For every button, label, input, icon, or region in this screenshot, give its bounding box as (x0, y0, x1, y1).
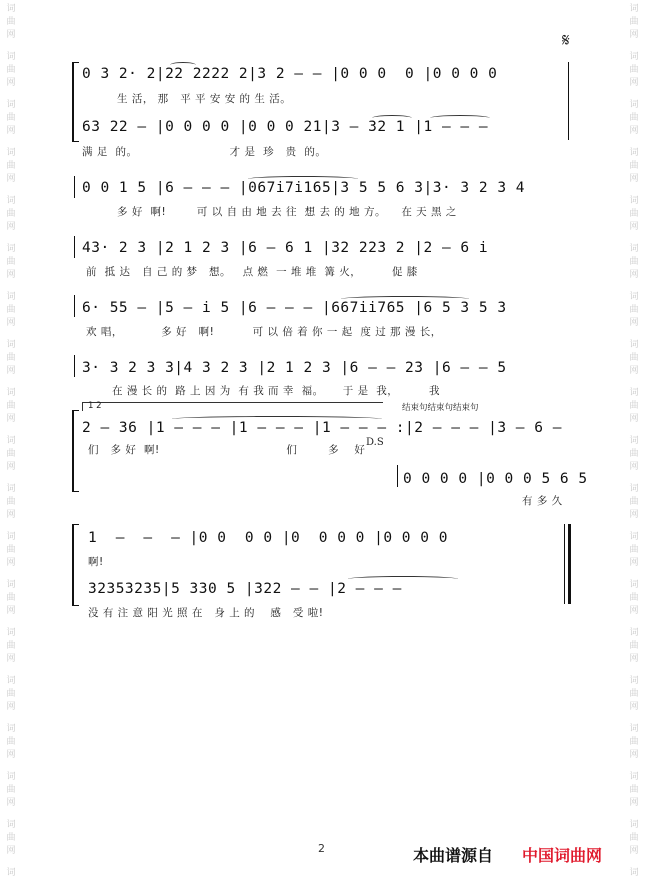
lyric-line: 有 多 久 (522, 495, 563, 507)
watermark-glyph: 曲 (6, 17, 16, 27)
notes-line: 32353235|5 330 5 |322 — — |2 — — — (88, 581, 402, 597)
watermark-glyph: 词 (6, 100, 16, 110)
watermark-glyph: 曲 (629, 161, 639, 171)
watermark-glyph: 网 (6, 222, 16, 232)
watermark-glyph: 曲 (629, 593, 639, 603)
segno-sign: 𝄋 (562, 30, 570, 51)
watermark-glyph: 网 (6, 462, 16, 472)
notes-line: 0 3 2· 2|22 2222 2|3 2 — — |0 0 0 0 |0 0 0 0 (82, 66, 498, 82)
watermark-glyph: 曲 (629, 65, 639, 75)
watermark-glyph: 网 (6, 510, 16, 520)
watermark-glyph: 曲 (629, 353, 639, 363)
watermark-glyph: 网 (6, 750, 16, 760)
watermark-glyph: 曲 (629, 497, 639, 507)
watermark-glyph: 词 (6, 292, 16, 302)
notes-line: 6· 55 — |5 — i 5 |6 — — — |667ii765 |6 5 3 5 3 (82, 300, 507, 316)
ending-label: 结束句结束句结束句 (402, 403, 479, 413)
watermark-glyph: 曲 (629, 641, 639, 651)
system-start-line (74, 176, 75, 198)
watermark-glyph: 网 (629, 510, 639, 520)
system-bracket (72, 524, 79, 606)
system-bracket (72, 410, 79, 492)
watermark-glyph: 词 (629, 532, 639, 542)
watermark-glyph: 网 (629, 654, 639, 664)
watermark-glyph: 网 (6, 30, 16, 40)
watermark-glyph: 曲 (6, 401, 16, 411)
watermark-glyph: 曲 (629, 545, 639, 555)
notes-line: 0 0 0 0 |0 0 0 5 6 5 (403, 471, 588, 487)
volta-label: 1 2 (88, 401, 102, 411)
watermark-glyph: 网 (629, 798, 639, 808)
source-label: 本曲谱源自 (413, 846, 494, 865)
watermark-glyph: 曲 (6, 497, 16, 507)
barline (568, 62, 569, 140)
final-barline (568, 524, 571, 604)
watermark-glyph: 网 (629, 558, 639, 568)
watermark-glyph: 网 (6, 414, 16, 424)
watermark-glyph: 词 (629, 724, 639, 734)
watermark-glyph: 词 (6, 772, 16, 782)
watermark-glyph: 词 (6, 52, 16, 62)
watermark-glyph: 网 (6, 798, 16, 808)
watermark-glyph: 曲 (6, 65, 16, 75)
lyric-line: 满 足 的。 才 是 珍 贵 的。 (82, 146, 327, 158)
watermark-glyph: 词 (6, 388, 16, 398)
notes-line: 3· 3 2 3 3|4 3 2 3 |2 1 2 3 |6 — — 23 |6 — — 5 (82, 360, 507, 376)
watermark-glyph: 网 (6, 846, 16, 856)
watermark-right (626, 0, 642, 891)
lyric-line: 们 多 好 啊! 们 多 好 (88, 444, 366, 456)
watermark-glyph: 词 (629, 100, 639, 110)
slur (172, 416, 382, 422)
watermark-glyph: 曲 (6, 449, 16, 459)
watermark-glyph: 曲 (629, 833, 639, 843)
watermark-glyph: 网 (629, 750, 639, 760)
watermark-glyph: 网 (629, 78, 639, 88)
watermark-glyph: 曲 (6, 161, 16, 171)
watermark-glyph: 网 (6, 318, 16, 328)
watermark-glyph: 曲 (629, 689, 639, 699)
watermark-glyph: 曲 (629, 305, 639, 315)
watermark-glyph: 网 (6, 606, 16, 616)
watermark-glyph: 曲 (6, 305, 16, 315)
watermark-glyph: 词 (6, 340, 16, 350)
watermark-glyph: 词 (6, 196, 16, 206)
lyric-line: 没 有 注 意 阳 光 照 在 身 上 的 感 受 啦! (88, 607, 324, 619)
page-number: 2 (318, 842, 325, 855)
watermark-glyph: 曲 (6, 689, 16, 699)
watermark-glyph: 词 (629, 52, 639, 62)
watermark-glyph: 曲 (6, 833, 16, 843)
watermark-glyph: 词 (6, 820, 16, 830)
system-start-line (74, 236, 75, 258)
watermark-glyph: 词 (629, 580, 639, 590)
watermark-glyph: 词 (629, 484, 639, 494)
watermark-glyph: 词 (629, 868, 639, 878)
watermark-glyph: 网 (629, 126, 639, 136)
watermark-glyph: 网 (629, 846, 639, 856)
watermark-glyph: 词 (629, 148, 639, 158)
watermark-glyph: 词 (6, 676, 16, 686)
watermark-glyph: 曲 (629, 737, 639, 747)
watermark-glyph: 网 (629, 462, 639, 472)
lyric-line: 在 漫 长 的 路 上 因 为 有 我 而 幸 福。 于 是 我， 我 (112, 385, 440, 397)
watermark-glyph: 词 (6, 868, 16, 878)
watermark-glyph: 网 (629, 366, 639, 376)
lyric-line: 生 活， 那 平 平 安 安 的 生 活。 (117, 93, 292, 105)
watermark-glyph: 词 (629, 436, 639, 446)
watermark-glyph: 曲 (6, 257, 16, 267)
watermark-glyph: 词 (629, 4, 639, 14)
watermark-glyph: 网 (629, 30, 639, 40)
watermark-glyph: 网 (629, 222, 639, 232)
watermark-left (3, 0, 19, 891)
slur (430, 115, 490, 121)
notes-line: 1 — — — |0 0 0 0 |0 0 0 0 |0 0 0 0 (88, 530, 448, 546)
watermark-glyph: 词 (629, 244, 639, 254)
watermark-glyph: 网 (629, 606, 639, 616)
watermark-glyph: 网 (6, 558, 16, 568)
watermark-glyph: 曲 (6, 545, 16, 555)
notes-line: 63 22 — |0 0 0 0 |0 0 0 21|3 — 32 1 |1 — — — (82, 119, 489, 135)
lyric-line: 前 抵 达 自 己 的 梦 想。 点 燃 一 堆 堆 篝 火， 促 膝 (86, 266, 418, 278)
barline (564, 524, 565, 604)
watermark-glyph: 词 (6, 436, 16, 446)
watermark-glyph: 词 (629, 676, 639, 686)
watermark-glyph: 网 (629, 174, 639, 184)
watermark-glyph: 网 (6, 654, 16, 664)
watermark-glyph: 词 (629, 388, 639, 398)
watermark-glyph: 曲 (6, 737, 16, 747)
watermark-glyph: 词 (629, 196, 639, 206)
system-start-line (74, 355, 75, 377)
watermark-glyph: 词 (629, 340, 639, 350)
slur (170, 62, 196, 68)
barline (397, 465, 398, 487)
watermark-glyph: 词 (6, 244, 16, 254)
watermark-glyph: 网 (629, 702, 639, 712)
watermark-glyph: 网 (6, 78, 16, 88)
watermark-glyph: 词 (629, 292, 639, 302)
watermark-glyph: 词 (6, 532, 16, 542)
watermark-glyph: 词 (629, 772, 639, 782)
ds-label: D.S (366, 437, 384, 448)
watermark-glyph: 曲 (629, 401, 639, 411)
watermark-glyph: 曲 (6, 353, 16, 363)
slur (341, 296, 469, 302)
notes-line: 2 — 36 |1 — — — |1 — — — |1 — — — :|2 — — — |3 — 6 — (82, 420, 562, 436)
watermark-glyph: 网 (6, 174, 16, 184)
watermark-glyph: 网 (6, 270, 16, 280)
slur (248, 176, 358, 182)
watermark-glyph: 曲 (629, 209, 639, 219)
watermark-glyph: 曲 (6, 113, 16, 123)
watermark-glyph: 词 (6, 580, 16, 590)
watermark-glyph: 曲 (629, 785, 639, 795)
lyric-line: 欢 唱， 多 好 啊! 可 以 倍 着 你 一 起 度 过 那 漫 长， (86, 326, 442, 338)
watermark-glyph: 曲 (6, 209, 16, 219)
notes-line: 0 0 1 5 |6 — — — |067i7i165|3 5 5 6 3|3· 3 2 3 4 (82, 180, 526, 196)
watermark-glyph: 网 (6, 126, 16, 136)
notes-line: 43· 2 3 |2 1 2 3 |6 — 6 1 |32 223 2 |2 — 6 i (82, 240, 489, 256)
slur (372, 115, 412, 121)
watermark-glyph: 曲 (6, 593, 16, 603)
system-bracket (72, 62, 79, 142)
watermark-glyph: 曲 (629, 257, 639, 267)
watermark-glyph: 曲 (629, 17, 639, 27)
watermark-glyph: 词 (629, 628, 639, 638)
watermark-glyph: 网 (629, 414, 639, 424)
watermark-glyph: 曲 (6, 641, 16, 651)
watermark-glyph: 网 (6, 366, 16, 376)
watermark-glyph: 曲 (629, 113, 639, 123)
watermark-glyph: 网 (629, 270, 639, 280)
watermark-glyph: 曲 (6, 785, 16, 795)
watermark-glyph: 词 (6, 628, 16, 638)
watermark-glyph: 词 (6, 724, 16, 734)
watermark-glyph: 词 (6, 148, 16, 158)
lyric-line: 多 好 啊! 可 以 自 由 地 去 往 想 去 的 地 方。 在 天 黑 之 (117, 206, 457, 218)
system-start-line (74, 295, 75, 317)
watermark-glyph: 词 (6, 484, 16, 494)
watermark-glyph: 词 (629, 820, 639, 830)
watermark-glyph: 词 (6, 4, 16, 14)
lyric-line: 啊! (88, 556, 104, 568)
watermark-glyph: 网 (6, 702, 16, 712)
watermark-glyph: 曲 (629, 449, 639, 459)
volta-bracket (82, 402, 383, 411)
slur (348, 576, 458, 582)
source-site-link[interactable]: 中国词曲网 (522, 846, 603, 865)
watermark-glyph: 网 (629, 318, 639, 328)
